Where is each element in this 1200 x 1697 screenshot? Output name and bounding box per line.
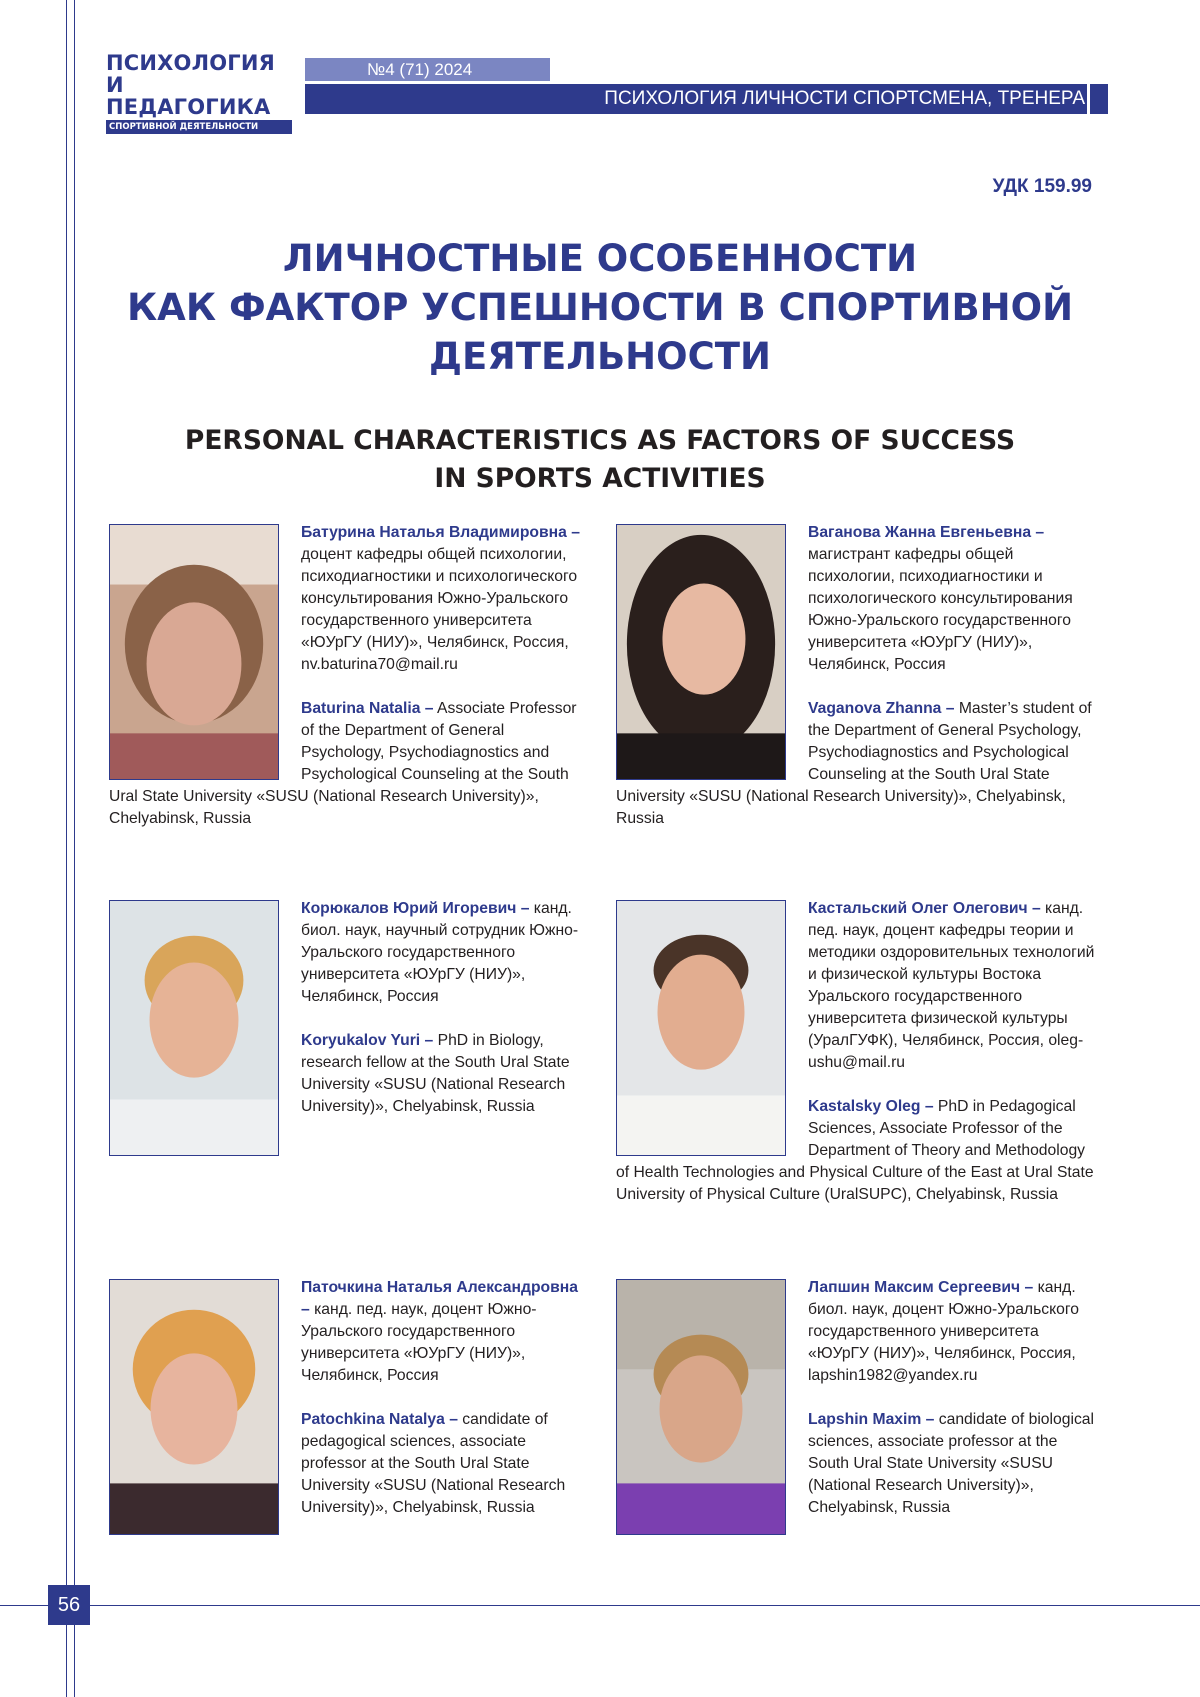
author-photo	[109, 900, 279, 1156]
title-ru-line: ЛИЧНОСТНЫЕ ОСОБЕННОСТИ	[282, 237, 918, 280]
journal-logo	[106, 52, 292, 134]
author-photo	[109, 524, 279, 780]
author-bio-ru: канд. биол. наук, научный сотрудник Южно-Уральского государственного университета «ЮУрГУ (НИУ)», Челябинск, Россия	[301, 900, 579, 1005]
logo-line-1: ПСИХОЛОГИЯ	[106, 51, 276, 75]
article-title-en	[90, 422, 1110, 498]
logo-line-3: СПОРТИВНОЙ ДЕЯТЕЛЬНОСТИ	[106, 120, 292, 134]
author-bio-ru: магистрант кафедры общей психологии, психодиагностики и психологического консультирования Южно-Уральского государственного университета «ЮУрГУ (НИУ)», Челябинск, Россия	[808, 546, 1073, 673]
author-name-en: Koryukalov Yuri –	[301, 1032, 434, 1049]
author-name-en: Vaganova Zhanna –	[808, 700, 955, 717]
page-number: 56	[48, 1585, 90, 1625]
author-photo	[616, 524, 786, 780]
author-card	[109, 1277, 589, 1541]
author-name-en: Patochkina Natalya –	[301, 1411, 458, 1428]
frame-bottom-line	[0, 1605, 1200, 1606]
section-heading-text: ПСИХОЛОГИЯ ЛИЧНОСТИ СПОРТСМЕНА, ТРЕНЕРА	[604, 88, 1085, 109]
author-bio-en: PhD in Biology, research fellow at the South Ural State University «SUSU (National Research University)», Chelyabinsk, Russia	[301, 1032, 570, 1115]
author-name-en: Lapshin Maxim –	[808, 1411, 935, 1428]
author-card	[616, 522, 1096, 852]
author-card	[109, 898, 589, 1160]
author-name-ru: Кастальский Олег Олегович –	[808, 900, 1041, 917]
title-ru-line: ДЕЯТЕЛЬНОСТИ	[429, 335, 771, 378]
author-bio-en: candidate of pedagogical sciences, associate professor at the South Ural State University «SUSU (National Research University)», Chelyabinsk, Russia	[301, 1411, 566, 1516]
author-bio-en: candidate of biological sciences, associate professor at the South Ural State University «SUSU (National Research University)», Chelyabinsk, Russia	[808, 1411, 1095, 1516]
author-name-ru: Паточкина Наталья Александровна –	[301, 1279, 578, 1318]
author-card	[109, 522, 589, 852]
author-name-en: Kastalsky Oleg –	[808, 1098, 934, 1115]
author-name-en: Baturina Natalia –	[301, 700, 434, 717]
author-bio-ru: канд. пед. наук, доцент Южно-Уральского государственного университета «ЮУрГУ (НИУ)», Челябинск, Россия	[301, 1301, 537, 1384]
logo-line-2: И ПЕДАГОГИКА	[106, 73, 271, 119]
author-name-ru: Ваганова Жанна Евгеньевна –	[808, 524, 1045, 541]
author-bio-en: Master’s student of the Department of General Psychology, Psychodiagnostics and Psychological Counseling at the South Ural State University «SUSU (National Research University)», Chelyabinsk, Russia	[616, 700, 1092, 827]
author-name-ru: Лапшин Максим Сергеевич –	[808, 1279, 1034, 1296]
article-title-ru	[90, 234, 1110, 381]
author-card	[616, 898, 1096, 1228]
author-photo	[616, 1279, 786, 1535]
author-photo	[616, 900, 786, 1156]
udk-code: УДК 159.99	[992, 176, 1092, 197]
author-name-ru: Батурина Наталья Владимировна –	[301, 524, 580, 541]
frame-vertical-line-outer	[66, 0, 67, 1697]
issue-number: №4 (71) 2024	[305, 58, 550, 81]
author-bio-ru: доцент кафедры общей психологии, психодиагностики и психологического консультирования Южно-Уральского государственного университета «ЮУрГУ (НИУ)», Челябинск, Россия, nv.baturina70@mail.ru	[301, 546, 578, 673]
author-card	[616, 1277, 1096, 1541]
title-en-line: IN SPORTS ACTIVITIES	[434, 463, 766, 494]
title-en-line: PERSONAL CHARACTERISTICS AS FACTORS OF SUCCESS	[184, 425, 1016, 456]
author-bio-en: Associate Professor of the Department of General Psychology, Psychodiagnostics and Psychological Counseling at the South Ural State University «SUSU (National Research University)», Chelyabinsk, Russia	[109, 700, 577, 827]
title-ru-line: КАК ФАКТОР УСПЕШНОСТИ В СПОРТИВНОЙ	[126, 286, 1074, 329]
author-bio-ru: канд. биол. наук, доцент Южно-Уральского государственного университета «ЮУрГУ (НИУ)», Челябинск, Россия, lapshin1982@yandex.ru	[808, 1279, 1079, 1384]
author-name-ru: Корюкалов Юрий Игоревич –	[301, 900, 530, 917]
author-bio-ru: канд. пед. наук, доцент кафедры теории и методики оздоровительных технологий и физической культуры Востока Уральского государственного университета физической культуры (УралГУФК), Челябинск, Россия, oleg-ushu@mail.ru	[808, 900, 1095, 1071]
author-photo	[109, 1279, 279, 1535]
section-heading	[305, 84, 1087, 114]
author-bio-en: PhD in Pedagogical Sciences, Associate Professor of the Department of Theory and Methodology of Health Technologies and Physical Culture of the East at Ural State University of Physical Culture (UralSUPC), Chelyabinsk, Russia	[616, 1098, 1094, 1203]
section-heading-tail	[1090, 84, 1108, 114]
frame-vertical-line-inner	[74, 0, 75, 1697]
